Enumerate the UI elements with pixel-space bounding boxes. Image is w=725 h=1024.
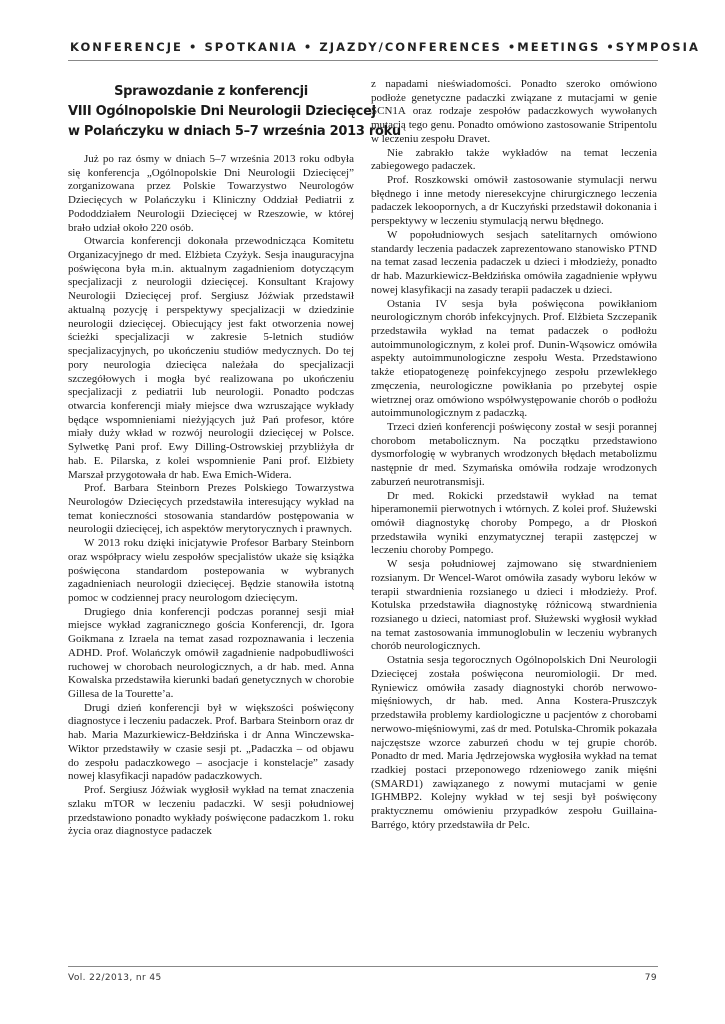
paragraph: W popołudniowych sesjach satelitarnych omówiono standardy leczenia padaczek zaprezentowano stanowisko PTND na temat zasad leczenia padaczek u dzieci i młodzieży, ponadto dr hab. Mazurkiewicz-Bełdzińska omówiła zagadnienie wpływu nowej klasyfikacji na zasady terapii padaczek u dzieci.: [371, 228, 657, 296]
paragraph: Drugiego dnia konferencji podczas porannej sesji miał miejsce wykład zagranicznego gościa Konferencji, dr. Igora Goikmana z Izraela na temat zasad rozpoznawania i leczenia ADHD. Prof. Wolańczyk omówił zagadnienie nadpobudliwości ruchowej w chorobach neurologicznych, a dr hab. med. Anna Kowalska przedstawiła kierunki badań genetycznych w chorobie Gillesa de la Tourette’a.: [68, 605, 354, 701]
article-title: [68, 82, 401, 142]
paragraph: Drugi dzień konferencji był w większości poświęcony diagnostyce i leczeniu padaczek. Prof. Barbara Steinborn oraz dr hab. Maria Mazurkiewicz-Bełdzińska i dr Anna Winczewska-Wiktor przedstawiły w czasie sesji pt. „Padaczka – od objawu do zespołu padaczkowego – asocjacje i konstelacje” zasady nowej klasyfikacji napadów padaczkowych.: [68, 701, 354, 783]
paragraph: Prof. Roszkowski omówił zastosowanie stymulacji nerwu błędnego i inne metody nieresekcyjne chirurgicznego leczenia padaczek lekoopornych, a dr Kuczyński przedstawił dokonania i perspektywy w leczeniu stymulacją nerwu błędnego.: [371, 174, 657, 228]
paragraph: Ostania IV sesja była poświęcona powikłaniom neurologicznym chorób infekcyjnych. Prof. Elżbieta Szczepanik przedstawiła wykład na temat padaczek o podłożu autoimmunologicznym, z kolei prof. Dunin-Wąsowicz omówiła aspekty autoimmunologiczne zespołu Westa. Przedstawiono także etiopatogenezę poinfekcyjnego zespołu przewlekłego zmęczenia, neurologiczne powikłania po przebytej ospie wietrznej oraz omówiono współwystępowanie chorób o podłożu autoimmunologicznym z padaczką.: [371, 297, 657, 420]
paragraph: Trzeci dzień konferencji poświęcony został w sesji porannej chorobom metabolicznym. Na początku przedstawiono dysmorfologię w wybranych wrodzonych błędach metabolizmu następnie dr med. Szymańska omówiła rodzaje wrodzonych zaburzeń neurotransmisji.: [371, 420, 657, 488]
paragraph: Otwarcia konferencji dokonała przewodnicząca Komitetu Organizacyjnego dr med. Elżbieta Czyżyk. Sesja inauguracyjna poświęcona była m.in. aktualnym zagadnieniom dotyczącym specjalizacji z neurologii dziecięcej. Konsultant Krajowy Neurologii Dziecięcej prof. Sergiusz Jóźwiak przedstawił aktualną pozycję i perspektywy specjalizacji w dziedzinie neurologii dziecięcej. Obiecujący jest fakt otworzenia nowej ścieżki specjalizacji w zakresie 5-letnich studiów specjalizacyjnych, po ukończeniu studiów medycznych. Do tej pory neurologia dziecięca należała do specjalizacji szczegółowych i mogła być realizowana po ukończeniu specjalizacji z pediatrii lub neurologii. Ponadto podczas otwarcia konferencji miały miejsce dwa wzruszające wykłady będące wspomnieniami nieżyjących już Pań profesor, które miały duży wkład w rozwój neurologii dziecięcej w Polsce. Sylwetkę Pani prof. Ewy Dilling-Ostrowskiej przybliżyła dr hab. E. Pilarska, z kolei wspomnienie Pani prof. Elżbiety Marszał przygotowała dr hab. Ewa Emich-Widera.: [68, 235, 354, 481]
journal-volume: Vol. 22/2013, nr 45: [68, 973, 162, 983]
right-column: [371, 78, 657, 833]
article-title-line: Sprawozdanie z konferencji: [114, 84, 308, 99]
article-title-line: VIII Ogólnopolskie Dni Neurologii Dziecięcej: [68, 104, 376, 119]
left-column: [68, 78, 401, 839]
paragraph: Prof. Sergiusz Jóźwiak wygłosił wykład na temat znaczenia szlaku mTOR w leczeniu padaczki. W sesji południowej przedstawiono ponadto wykłady poświęcone padaczkom 1. roku życia oraz diagnostyce padaczek: [68, 784, 354, 838]
paragraph: Ostatnia sesja tegorocznych Ogólnopolskich Dni Neurologii Dziecięcej została poświęcona neuromiologii. Dr med. Ryniewicz omówiła zasady diagnostyki chorób nerwowo-mięśniowych, dr hab. med. Anna Kostera-Pruszczyk przedstawiła problemy kardiologiczne u pacjentów z chorobami nerwowo-mięśniowymi, zaś dr med. Potulska-Chromik pokazała najczęstsze wzorce zaburzeń chodu w tej grupie chorób. Ponadto dr med. Maria Jędrzejowska wygłosiła wykład na temat rzadkiej postaci przeponowego rdzeniowego zanik mięśni (SMARD1) zawiązanego z nowymi mutacjami w genie IGHMBP2. Kolejny wykład w tej sesji był poświęcony praktycznemu omówieniu przypadków zespołu Guillaina-Barrégo, który przedstawiła dr Pelc.: [371, 654, 657, 831]
header-rule: [68, 60, 658, 61]
paragraph: Dr med. Rokicki przedstawił wykład na temat hiperamonemii pierwotnych i wtórnych. Z kolei prof. Służewski omówił diagnostykę choroby Pompego, a dr Płoskoń przedstawiła wyniki enzymatycznej terapii zastępczej w leczeniu choroby Pompego.: [371, 489, 657, 557]
footer-rule: [68, 966, 658, 967]
paragraph: z napadami nieświadomości. Ponadto szeroko omówiono podłoże genetyczne padaczki związane z mutacjami w genie SCN1A oraz rodzaje zespołów padaczkowych wywołanych mutacją tego genu. Ponadto omówiono zastosowanie Stripentolu w leczeniu zespołu Dravet.: [371, 78, 657, 145]
paragraph: Już po raz ósmy w dniach 5–7 września 2013 roku odbyła się konferencja „Ogólnopolskie Dni Neurologii Dziecięcej” zorganizowana przez Polskie Towarzystwo Neurologów Dziecięcych w Polańczyku i Kliniczny Oddział Pediatrii z Pododdziałem Neurologii Dziecięcej w Rzeszowie, w której brało udział około 220 osób.: [68, 153, 354, 234]
paragraph: W sesja południowej zajmowano się stwardnieniem rozsianym. Dr Wencel-Warot omówiła zasady wyboru leków w terapii stwardnienia rozsianego u dzieci i młodzieży. Prof. Kotulska przedstawiła diagnostykę różnicową stwardnienia rozsianego u dzieci, natomiast prof. Służewski wygłosił wykład na temat zastosowania immunoglobulin w leczeniu wybranych chorób neurologicznych.: [371, 558, 657, 653]
article-title-line: w Polańczyku w dniach 5–7 września 2013 roku: [68, 124, 401, 139]
paragraph: Prof. Barbara Steinborn Prezes Polskiego Towarzystwa Neurologów Dziecięcych przedstawiła interesujący wykład na temat konieczności stosowania standardów postępowania w neurologii dziecięcej, ich aspektów merytorycznych i prawnych.: [68, 482, 354, 536]
page-number: 79: [644, 973, 657, 983]
paragraph: Nie zabrakło także wykładów na temat leczenia zabiegowego padaczek.: [371, 146, 657, 173]
paragraph: W 2013 roku dzięki inicjatywie Profesor Barbary Steinborn oraz współpracy wielu zespołów specjalistów ukaże się książka poświęcona standardom postepowania w wybranych zagadnieniach neurologii dziecięcej. Będzie stanowiła istotną pomoc w codziennej pracy neurologom dziecięcym.: [68, 537, 354, 604]
section-header: KONFERENCJE • SPOTKANIA • ZJAZDY/CONFERENCES •MEETINGS •SYMPOSIA: [70, 40, 700, 54]
